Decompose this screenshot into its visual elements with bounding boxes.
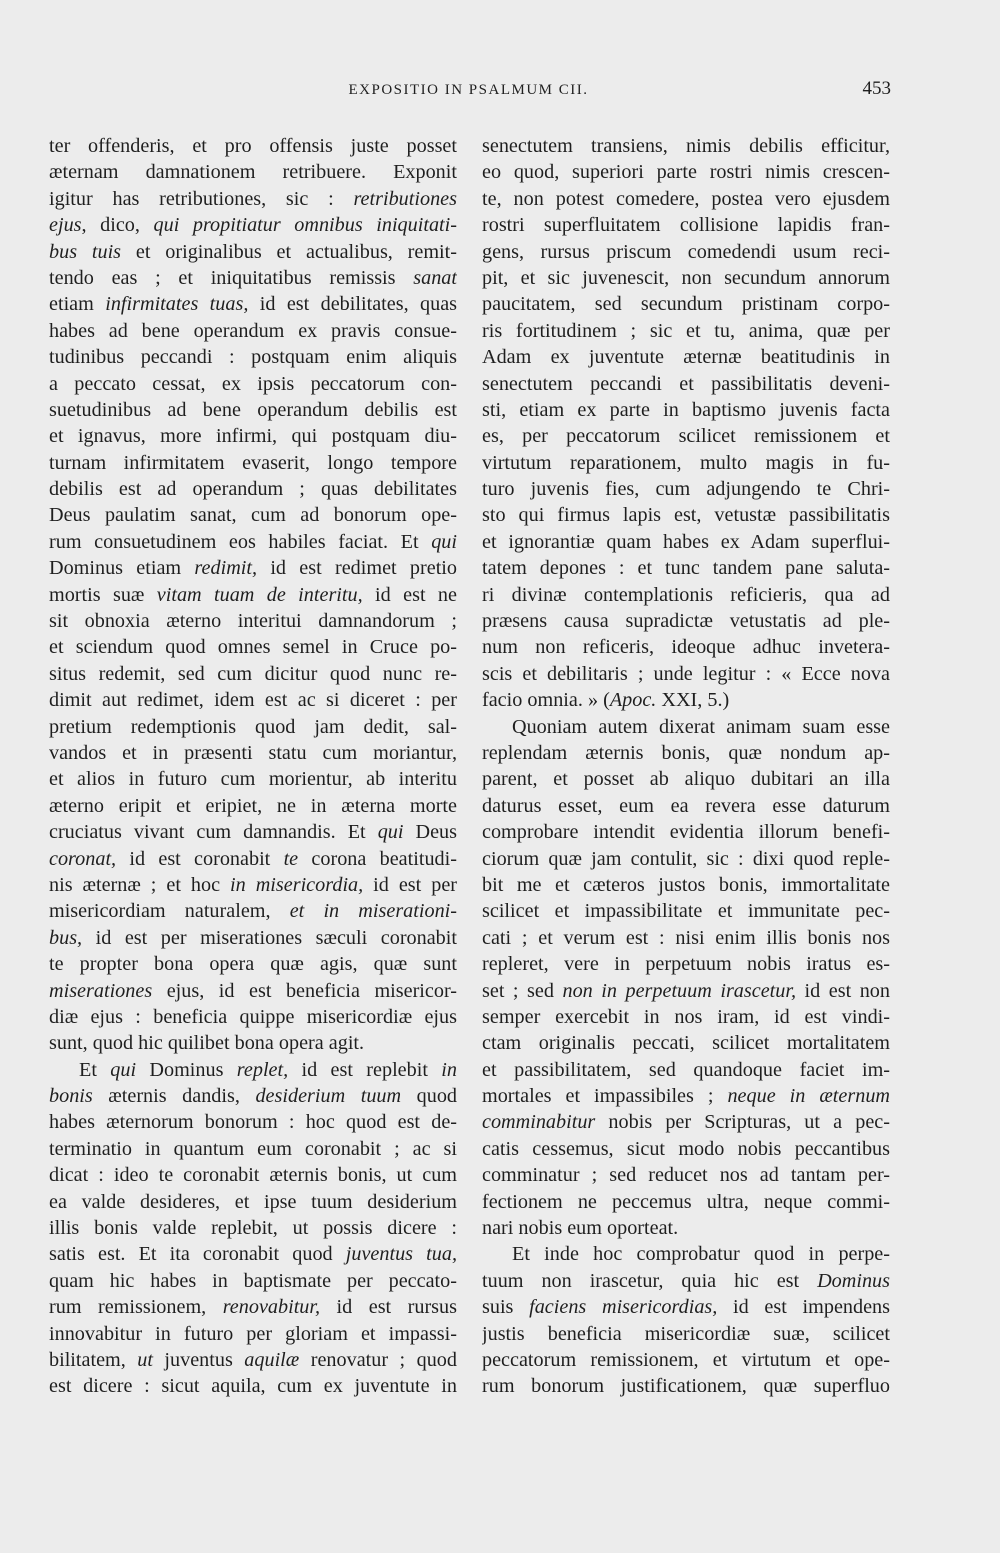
- text-line: rum remissionem, renovabitur, id est rursus: [49, 1296, 457, 1319]
- text-line: dimit aut redimet, idem est ac si diceret : per: [49, 689, 457, 712]
- text-line: ejus, dico, qui propitiatur omnibus iniquitati-: [49, 214, 457, 237]
- text-line: catis cessemus, sicut modo nobis peccantibus: [482, 1137, 890, 1160]
- text-line: comprobare intendit evidentia illorum benefi-: [482, 821, 890, 844]
- text-line: bit me et cæteros justos bonis, immortalitate: [482, 873, 890, 896]
- text-line: fectionem ne peccemus ultra, neque commi-: [482, 1190, 890, 1213]
- text-line: ter offenderis, et pro offensis juste posset: [49, 135, 457, 157]
- text-line: sit obnoxia æterno interitui damnandorum ;: [49, 610, 457, 633]
- text-line: quam hic habes in baptismate per peccato-: [49, 1269, 457, 1292]
- text-line: tuum non irascetur, quia hic est Dominus: [482, 1269, 890, 1292]
- text-line: habes æternorum bonorum : hoc quod est de-: [49, 1111, 457, 1134]
- text-line: innovabitur in futuro per gloriam et impassi-: [49, 1322, 457, 1345]
- text-line: est dicere : sicut aquila, cum ex juventute in: [49, 1375, 457, 1398]
- text-line: set ; sed non in perpetuum irascetur, id est non: [482, 979, 890, 1002]
- text-line: ea valde desideres, et ipse tuum desiderium: [49, 1190, 457, 1213]
- text-line: bonis æternis dandis, desiderium tuum quod: [49, 1085, 457, 1108]
- text-line: igitur has retributiones, sic : retributiones: [49, 187, 457, 210]
- text-line: Dominus etiam redimit, id est redimet pretio: [49, 557, 457, 580]
- text-line: sto qui firmus lapis est, vetustæ passibilitatis: [482, 504, 890, 527]
- text-line: et sciendum quod omnes semel in Cruce po-: [49, 636, 457, 659]
- text-line: æterno eripit et eripiet, ne in æterna morte: [49, 794, 457, 817]
- text-line: nari nobis eum oporteat.: [482, 1217, 679, 1240]
- text-line: Deus paulatim sanat, cum ad bonorum ope-: [49, 504, 457, 527]
- text-line: semper exercebit in nos iram, id est vindi-: [482, 1005, 890, 1028]
- text-line: mortales et impassibiles ; neque in æternum: [482, 1085, 890, 1108]
- text-line: diæ ejus : beneficia quippe misericordiæ ejus: [49, 1005, 457, 1028]
- text-line: miserationes ejus, id est beneficia misericor-: [49, 979, 457, 1002]
- text-line: comminatur ; sed reducet nos ad tantam per-: [482, 1164, 890, 1187]
- text-line: paucitatem, sed secundum pristinam corpo-: [482, 293, 890, 316]
- text-line: replendam æternis bonis, quæ nondum ap-: [482, 741, 890, 764]
- text-line: præsens causa supradictæ vetustatis ad ple-: [482, 610, 890, 633]
- text-line: es, per peccatorum scilicet remissionem et: [482, 425, 890, 448]
- text-line: tudinibus peccandi : postquam enim aliquis: [49, 346, 457, 369]
- text-line: comminabitur nobis per Scripturas, ut a pec-: [482, 1111, 890, 1134]
- text-line: te propter bona opera quæ agis, quæ sunt: [49, 953, 457, 976]
- text-line: misericordiam naturalem, et in miserationi-: [49, 900, 457, 923]
- text-line: justis beneficia misericordiæ suæ, scilicet: [482, 1322, 890, 1345]
- page-header: [46, 78, 891, 108]
- text-line: pit, et sic juvenescit, non secundum annorum: [482, 266, 890, 289]
- text-line: rum bonorum justificationem, quæ superfluo: [482, 1375, 890, 1398]
- text-line: bus tuis et originalibus et actualibus, remit-: [49, 240, 457, 263]
- text-line: eo quod, superiori parte rostri nimis crescen-: [482, 161, 890, 184]
- text-line: gens, rursus priscum comedendi usum reci-: [482, 240, 890, 263]
- text-line: et passibilitatem, sed quandoque faciet im-: [482, 1058, 890, 1081]
- text-line: repleret, vere in perpetuum nobis iratus es-: [482, 953, 890, 976]
- text-line: te, non potest comedere, postea vero ejusdem: [482, 187, 890, 210]
- text-line: parent, et posset ab aliquo dubitari an illa: [482, 768, 890, 791]
- text-line: suetudinibus ad bene operandum debilis est: [49, 398, 457, 421]
- text-line: pretium redemptionis quod jam dedit, sal-: [49, 715, 457, 738]
- text-line: Adam ex juventute æternæ beatitudinis in: [482, 346, 890, 369]
- text-line: ri divinæ contemplationis reficieris, qua ad: [482, 583, 890, 606]
- text-line: turnam infirmitatem evaserit, longo tempore: [49, 451, 457, 474]
- text-line: sunt, quod hic quilibet bona opera agit.: [49, 1032, 365, 1055]
- text-line: satis est. Et ita coronabit quod juventus tua,: [49, 1243, 457, 1266]
- text-line: daturus esset, eum ea revera esse daturum: [482, 794, 890, 817]
- text-line: vandos et in præsenti statu cum moriantur,: [49, 741, 457, 764]
- right-column: [482, 133, 890, 1400]
- text-line: et ignavus, more infirmi, qui postquam diu-: [49, 425, 457, 448]
- text-line: Et inde hoc comprobatur quod in perpe-: [512, 1243, 890, 1266]
- text-line: turo juvenis fies, cum adjungendo te Chri-: [482, 478, 890, 501]
- text-line: ctam originalis peccati, scilicet mortalitatem: [482, 1032, 890, 1055]
- text-line: tendo eas ; et iniquitatibus remissis sanat: [49, 266, 457, 289]
- text-line: nis æternæ ; et hoc in misericordia, id est per: [49, 873, 457, 896]
- text-line: illis bonis valde replebit, ut possis dicere :: [49, 1217, 457, 1240]
- text-line: Et qui Dominus replet, id est replebit in: [79, 1058, 457, 1081]
- text-line: dicat : ideo te coronabit æternis bonis, ut cum: [49, 1164, 457, 1187]
- text-line: mortis suæ vitam tuam de interitu, id est ne: [49, 583, 457, 606]
- text-line: rostri superfluitatem collisione lapidis fran-: [482, 214, 890, 237]
- text-line: et ignorantiæ quam habes ex Adam superflui-: [482, 530, 890, 553]
- text-line: cruciatus vivant cum damnandis. Et qui Deus: [49, 821, 457, 844]
- left-column: [49, 133, 457, 1400]
- text-line: bus, id est per miserationes sæculi coronabit: [49, 926, 457, 949]
- text-line: etiam infirmitates tuas, id est debilitates, quas: [49, 293, 457, 316]
- text-line: suis faciens misericordias, id est impendens: [482, 1296, 890, 1319]
- text-line: ciorum quæ jam contulit, sic : dixi quod reple-: [482, 847, 890, 870]
- page-number: 453: [862, 78, 891, 99]
- text-line: scis et debilitaris ; unde legitur : « Ecce nova: [482, 662, 890, 685]
- text-line: debilis est ad operandum ; quas debilitates: [49, 478, 457, 501]
- text-line: ris fortitudinem ; sic et tu, anima, quæ per: [482, 319, 890, 342]
- text-line: æternam damnationem retribuere. Exponit: [49, 161, 457, 184]
- text-line: rum consuetudinem eos habiles faciat. Et qui: [49, 530, 457, 553]
- text-line: et alios in futuro cum morientur, ab interitu: [49, 768, 457, 791]
- text-line: terminatio in quantum eum coronabit ; ac si: [49, 1137, 457, 1160]
- text-line: sti, etiam ex parte in baptismo juvenis facta: [482, 398, 890, 421]
- text-line: peccatorum remissionem, et virtutum et ope-: [482, 1348, 890, 1371]
- text-line: cati ; et verum est : nisi enim illis bonis nos: [482, 926, 890, 949]
- text-line: coronat, id est coronabit te corona beatitudi-: [49, 847, 457, 870]
- text-line: tatem depones : et tunc tandem pane saluta-: [482, 557, 890, 580]
- text-line: situs redemit, sed cum dicitur quod nunc re-: [49, 662, 457, 685]
- text-line: bilitatem, ut juventus aquilæ renovatur ; quod: [49, 1348, 457, 1371]
- text-line: virtutum reparationem, multo magis in fu-: [482, 451, 890, 474]
- text-line: senectutem peccandi et passibilitatis deveni-: [482, 372, 890, 395]
- text-line: habes ad bene operandum ex pravis consue-: [49, 319, 457, 342]
- text-line: a peccato cessat, ex ipsis peccatorum con-: [49, 372, 457, 395]
- running-title: EXPOSITIO IN PSALMUM CII.: [348, 82, 589, 98]
- text-line: facio omnia. » (Apoc. XXI, 5.): [482, 689, 730, 712]
- text-line: Quoniam autem dixerat animam suam esse: [512, 715, 890, 738]
- text-line: senectutem transiens, nimis debilis efficitur,: [482, 135, 890, 157]
- text-line: scilicet et impassibilitate et immunitate pec-: [482, 900, 890, 923]
- text-line: num non reficeris, ideoque adhuc invetera-: [482, 636, 890, 659]
